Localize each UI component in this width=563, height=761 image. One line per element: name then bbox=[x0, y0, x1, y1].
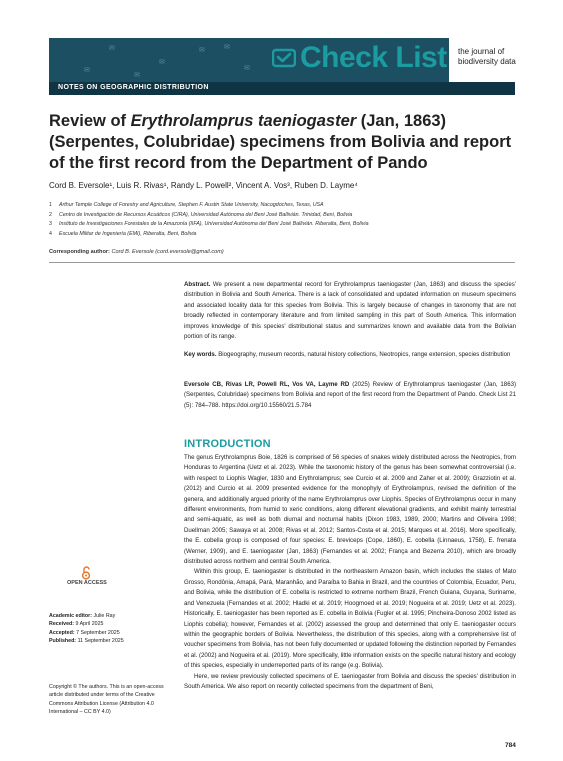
keywords-text: Biogeography, museum records, natural history collections, Neotropics, range extension, species distribution bbox=[218, 351, 511, 358]
abstract bbox=[184, 280, 516, 342]
intro-paragraph: Within this group, E. taeniogaster is distributed in the northeastern Amazon basin, which includes the states of Mato Grosso, Rondônia, Amapá, Pará, Maranhão, and Paraíba to Bahia in Brazil, and the countries of Colombia, Ecuador, Peru, and Bolivia, while the distribution of E. cobella is restricted to extreme northern Brazil, French Guiana, Guyana, Suriname, and Venezuela (Fernandes et al. 2002; Hladki et al. 2019; Hoogmoed et al. 2019; Nogueira et al. 2019; Uetz et al. 2023). Historically, E. taeniogaster has been reported as E. cobella in Bolivia (Fugler et al. 1995; Pincheira-Donoso 2002 listed as Liophis cobella); however, Fernandes et al. (2002) assessed the group and determined that only E. taeniogaster occurs within the geographic borders of Bolivia. Nevertheless, the distribution of this species, along with a comprehensive list of voucher specimens from Bolivia, has not been fully documented or updated following the distinction reported by Fernandes et al. (2002) and Nogueira et al. (2019). More specifically, little information exists on the specific natural history and ecology of this species, especially in underreported parts of its range (e.g. Bolivia). bbox=[184, 568, 516, 670]
keywords bbox=[184, 350, 516, 360]
title-species: Erythrolamprus taeniogaster bbox=[130, 112, 357, 130]
keywords-label: Key words. bbox=[184, 351, 217, 358]
journal-tagline bbox=[458, 47, 528, 67]
editor-row: Academic editor: Julie Ray bbox=[49, 613, 116, 619]
intro-paragraph: The genus Erythrolamprus Boie, 1826 is comprised of 56 species of snakes widely distributed across the Neotropics, from Honduras to Argentina (Uetz et al. 2023). While the taxonomic history of the genus has been somewhat controversial (i.e. with respect to Liophis Wagler, 1830 and Erythrolamprus; see Curcio et al. 2009 and Zaher et al. 2009); Grazziotin et al. (2012) and Curcio et al. 2009 presented evidence for the monophyly of Erythrolamprus, revised the definition of the genera, and additionally argued priority of the name Erythrolamprus over Liophis. Species of Erythrolamprus occur in many different environments, from humid to xeric conditions, along different elevational gradients, and exhibit mainly terrestrial and semi-aquatic, as well as both diurnal and nocturnal habits (Dixon 1983, 1989, 2000; Martins and Oliveira 1998; Duellman 2005; Sawaya et al. 2008; Rivas et al. 2012; Santos-Costa et al. 2015; Marques et al. 2016). More specifically, the E. cobella group is composed of four species: E. breviceps (Cope, 1860), E. cobella (Linnaeus, 1758), E. frenata (Werner, 1909), and E. taeniogaster (Jan, 1863) (Fernandes et al. 2002; França and Bezerra 2010), which are broadly distributed across northern and central South America. bbox=[184, 454, 516, 566]
introduction-body bbox=[184, 453, 516, 692]
published-row: Published: 11 September 2025 bbox=[49, 638, 124, 645]
tagline-line-1: the journal of bbox=[458, 47, 505, 56]
citation-authors: Eversole CB, Rivas LR, Powell RL, Vos VA, Layme RD bbox=[184, 381, 350, 388]
corresponding-email-link[interactable]: Cord B. Eversole (cord.eversole@gmail.com) bbox=[111, 249, 224, 255]
check-envelope-icon bbox=[272, 46, 296, 70]
section-heading-introduction: INTRODUCTION bbox=[184, 438, 271, 450]
open-access-label: OPEN ACCESS bbox=[67, 580, 107, 586]
affiliations bbox=[49, 201, 369, 239]
author-list: Cord B. Eversole¹, Luis R. Rivas¹, Randy L. Powell², Vincent A. Vos³, Ruben D. Layme⁴ bbox=[49, 181, 358, 190]
article-dates bbox=[49, 612, 169, 646]
abstract-label: Abstract. bbox=[184, 281, 211, 288]
corresponding-label: Corresponding author: bbox=[49, 249, 110, 255]
abstract-text: We present a new departmental record for Erythrolamprus taeniogaster (Jan, 1863) and discuss the species' distribution in Bolivia and South America. There is a lack of consolidated and updated information on museum specimens and associated locality data for this species from Bolivia. This is largely because of changes in taxonomy that are not broadly reflected in contemporary literature and from limited sampling in this part of South America. This information improves knowledge of this species' distributional status and summarizes known and available data from the Bolivian portion of its range. bbox=[184, 281, 516, 341]
affiliation-item: 3 Instituto de Investigaciones Forestales de la Amazonía (IIFA), Universidad Autónoma del Beni José Ballivián. Riberalta, Beni, Bolivia bbox=[49, 221, 369, 227]
intro-paragraph: Here, we review previously collected specimens of E. taeniogaster from Bolivia and discuss the species' distribution in South America. We also report on recently collected specimens from the department of Beni, bbox=[184, 672, 516, 690]
title-part-1: Review of bbox=[49, 112, 131, 130]
logo-text: Check List bbox=[300, 41, 447, 74]
journal-banner bbox=[49, 38, 515, 95]
citation-text[interactable]: (2025) Review of Erythrolamprus taeniogaster (Jan, 1863) (Serpentes, Colubridae) specimens from Bolivia and report of the first record from the Department of Pando. Check List 21 (5): 784–788. https://doi.org/10.15560/21.5.784 bbox=[184, 381, 516, 409]
affiliation-item: 4 Escuela Militar de Ingeniería (EMI), Riberalta, Beni, Bolivia bbox=[49, 230, 197, 237]
corresponding-author bbox=[49, 249, 224, 255]
citation bbox=[184, 380, 516, 411]
affiliation-item: 1 Arthur Temple College of Forestry and Agriculture, Stephen F. Austin State University, Nacogdoches, Texas, USA bbox=[49, 202, 324, 208]
open-lock-icon bbox=[81, 566, 91, 580]
section-label-bar bbox=[49, 82, 515, 95]
banner-map-band: ✉ ✉ ✉ ✉ ✉ ✉ ✉ bbox=[49, 38, 449, 82]
article-title bbox=[49, 111, 519, 174]
affiliation-item: 2 Centro de Investigación de Recursos Acuáticos (CIRA), Universidad Autónoma del Beni José Ballivián. Trinidad, Beni, Bolivia bbox=[49, 211, 353, 218]
accepted-row: Accepted: 7 September 2025 bbox=[49, 629, 120, 636]
section-label: NOTES ON GEOGRAPHIC DISTRIBUTION bbox=[58, 84, 209, 91]
tagline-line-2: biodiversity data bbox=[458, 57, 516, 66]
page-number: 784 bbox=[505, 742, 516, 749]
divider bbox=[49, 262, 515, 263]
title-part-2: (Jan, 1863) (Serpentes, Colubridae) specimens from Bolivia and report of the first record from the Department of Pando bbox=[49, 112, 512, 172]
received-row: Received: 9 April 2025 bbox=[49, 621, 104, 628]
copyright-notice: Copyright © The authors. This is an open-access article distributed under terms of the Creative Commons Attribution License (Attribution 4.0 International – CC BY 4.0) bbox=[49, 684, 164, 716]
